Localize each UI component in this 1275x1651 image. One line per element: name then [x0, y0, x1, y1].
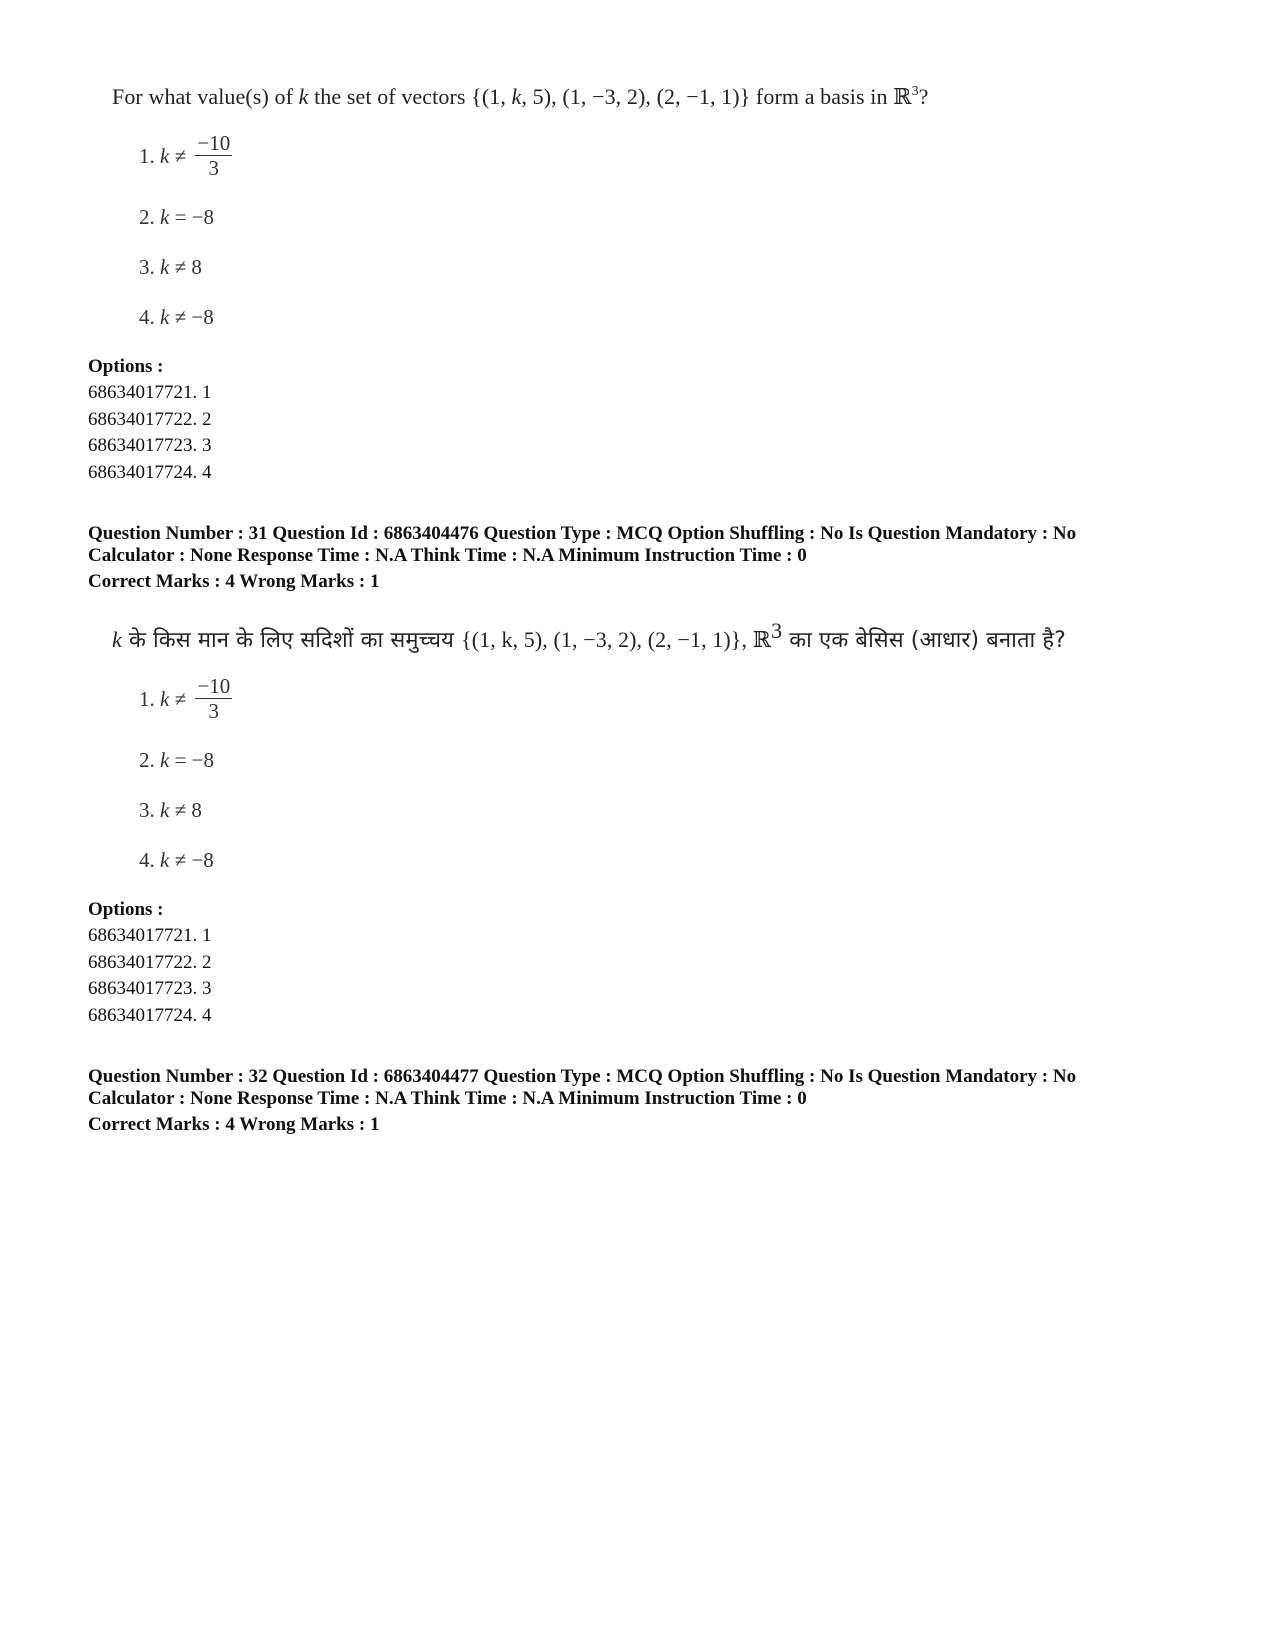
- question-32-meta-line-2: Calculator : None Response Time : N.A Think Time : N.A Minimum Instruction Time : 0: [88, 1088, 807, 1109]
- relation: ≠ 8: [169, 255, 202, 279]
- relation: ≠: [169, 686, 192, 711]
- question-text-part: के किस मान के लिए सदिशों का समुच्चय: [121, 628, 462, 653]
- question-text-part: का एक बेसिस (आधार) बनाता है?: [782, 628, 1066, 653]
- relation: ≠ 8: [169, 798, 202, 822]
- question-math: {(1, k, 5), (1, −3, 2), (2, −1, 1)}, ℝ: [461, 627, 772, 652]
- variable-k: k: [160, 748, 170, 772]
- question-32-meta-line-1: Question Number : 32 Question Id : 6863404477 Question Type : MCQ Option Shuffling : No Is Question Mandatory : No: [88, 1066, 1077, 1087]
- option-line: 68634017721. 1: [88, 925, 212, 946]
- fraction-numerator: −10: [197, 131, 231, 155]
- variable-k: k: [160, 205, 170, 229]
- choice-4: [139, 848, 214, 873]
- fraction: [195, 675, 232, 723]
- relation: = −8: [169, 748, 215, 772]
- question-31-meta-line-1: Question Number : 31 Question Id : 6863404476 Question Type : MCQ Option Shuffling : No Is Question Mandatory : No: [88, 523, 1077, 544]
- options-label: Options :: [88, 356, 164, 377]
- choice-number: 4.: [139, 848, 160, 872]
- question-31-text-hindi: [112, 618, 1066, 654]
- choice-1: [139, 131, 232, 182]
- variable-k: k: [160, 143, 170, 168]
- choice-number: 4.: [139, 305, 160, 329]
- variable-k: k: [160, 305, 170, 329]
- variable-k: k: [160, 686, 170, 711]
- choice-2: [139, 205, 214, 230]
- fraction-numerator: −10: [197, 674, 231, 698]
- choice-number: 3.: [139, 798, 160, 822]
- choice-1: [139, 674, 232, 725]
- option-line: 68634017723. 3: [88, 435, 212, 456]
- question-text-part: ?: [918, 84, 929, 109]
- choice-number: 3.: [139, 255, 160, 279]
- fraction-denominator: 3: [208, 156, 220, 180]
- relation: = −8: [169, 205, 215, 229]
- choice-3: [139, 798, 202, 823]
- option-line: 68634017722. 2: [88, 952, 212, 973]
- variable-k: k: [160, 798, 170, 822]
- question-32-marks: Correct Marks : 4 Wrong Marks : 1: [88, 1114, 380, 1135]
- options-label: Options :: [88, 899, 164, 920]
- superscript: 3: [771, 618, 783, 643]
- variable-k: k: [511, 84, 522, 109]
- option-line: 68634017723. 3: [88, 978, 212, 999]
- question-31-marks: Correct Marks : 4 Wrong Marks : 1: [88, 571, 380, 592]
- relation: ≠ −8: [169, 305, 214, 329]
- option-line: 68634017724. 4: [88, 1005, 212, 1026]
- choice-2: [139, 748, 214, 773]
- question-text-part: the set of vectors {(1,: [308, 84, 512, 109]
- choice-number: 1.: [139, 143, 160, 168]
- question-text-part: , 5), (1, −3, 2), (2, −1, 1)} form a basis in ℝ: [521, 84, 912, 109]
- choice-3: [139, 255, 202, 280]
- option-line: 68634017721. 1: [88, 382, 212, 403]
- choice-number: 2.: [139, 205, 160, 229]
- question-text-part: For what value(s) of: [112, 84, 299, 109]
- variable-k: k: [160, 848, 170, 872]
- fraction-denominator: 3: [208, 699, 220, 723]
- choice-4: [139, 305, 214, 330]
- choice-number: 1.: [139, 686, 160, 711]
- choice-number: 2.: [139, 748, 160, 772]
- question-31-meta-line-2: Calculator : None Response Time : N.A Think Time : N.A Minimum Instruction Time : 0: [88, 545, 807, 566]
- variable-k: k: [160, 255, 170, 279]
- variable-k: k: [112, 627, 122, 652]
- relation: ≠ −8: [169, 848, 214, 872]
- fraction: [195, 132, 232, 180]
- variable-k: k: [298, 84, 309, 109]
- superscript: 3: [911, 84, 919, 99]
- question-30-text: [112, 84, 929, 110]
- option-line: 68634017724. 4: [88, 462, 212, 483]
- relation: ≠: [169, 143, 192, 168]
- option-line: 68634017722. 2: [88, 409, 212, 430]
